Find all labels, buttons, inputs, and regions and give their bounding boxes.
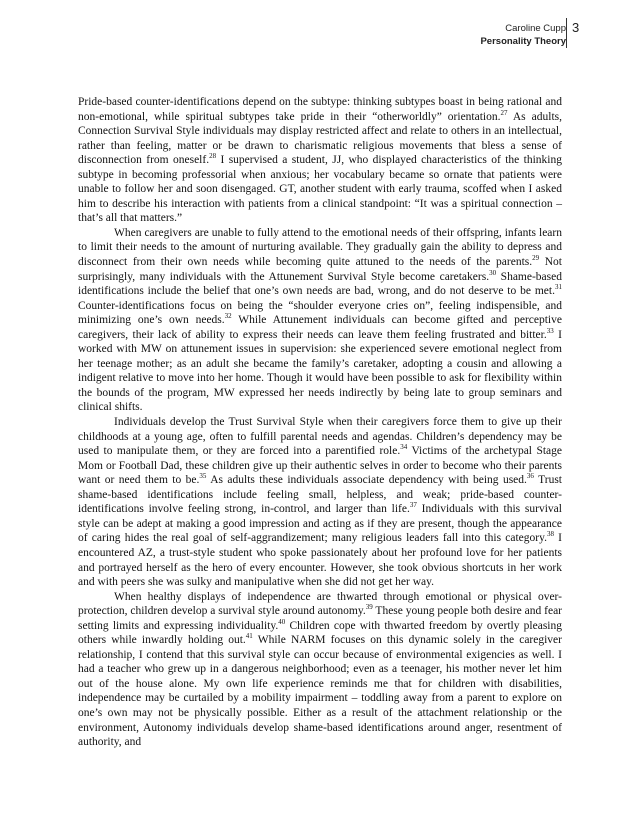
body-text <box>78 95 562 750</box>
footnote-ref: 41 <box>245 632 253 641</box>
footnote-ref: 28 <box>209 152 217 161</box>
text-segment: As adults these individuals associate dependency with being used. <box>206 474 527 487</box>
footnote-ref: 40 <box>278 617 286 626</box>
footnote-ref: 36 <box>526 472 534 481</box>
header-divider <box>566 18 567 48</box>
footnote-ref: 31 <box>555 283 562 292</box>
footnote-ref: 33 <box>546 326 554 335</box>
footnote-ref: 32 <box>224 312 232 321</box>
footnote-ref: 30 <box>489 268 497 277</box>
footnote-ref: 27 <box>500 108 508 117</box>
footnote-ref: 38 <box>546 530 554 539</box>
text-segment: As adults, Connection Survival Style individuals may display restricted affect and relate to others in an intellectual, rather than feeling, matter or be drawn to charismatic religious movements that bless a sense of disconnection from oneself. <box>78 110 562 167</box>
text-segment: Shame-based identifications include the belief that one’s own needs are bad, wrong, and do not deserve to be met. <box>78 270 562 298</box>
text-segment: These young people both desire and fear setting limits and expressing individuality. <box>78 605 563 632</box>
text-segment: While NARM focuses on this dynamic solely in the caregiver relationship, I contend that this survival style can occur because of environmental exigencies as well. I had a teacher who grew up in a dangerous neighborhood; even as a teenager, his mother never let him out of the house alone. My own life experience reminds me that for children with disabilities, independence may be curtailed by a mobility impairment – toddling away from a parent to explore on one’s own may not be physically possible. Either as a result of the attachment relationship or the environment, Autonomy individuals develop shame-based identifications around anger, resentment of authority, and <box>78 634 562 749</box>
header-title: Personality Theory <box>480 36 566 47</box>
paragraph <box>78 95 562 226</box>
footnote-ref: 37 <box>409 501 417 510</box>
text-segment: Individuals develop the Trust Survival Style when their caregivers force them to give up their childhoods at a young age, often to fulfill parental needs and agendas. Children’s dependency may be used to manipulate them, or they are forced into a parentified role. <box>78 416 562 458</box>
text-segment: When healthy displays of independence are thwarted through emotional or physical over-protection, children develop a survival style around autonomy. <box>78 590 562 618</box>
text-segment: Children cope with thwarted freedom by overtly pleasing others while inwardly holding out. <box>78 619 563 647</box>
footnote-ref: 29 <box>532 254 540 263</box>
text-segment: Individuals with this survival style can be adept at making a good impression and acting as if they are present, though the appearance of caring hides the real goal of self-aggrandizement; many religious leaders fall into this category. <box>78 503 562 545</box>
text-segment: When caregivers are unable to fully attend to the emotional needs of their offspring, infants learn to limit their needs to the amount of nurturing available. They gradually gain the ability to depress and disconnect from their own needs while becoming quite attuned to the needs of the parents. <box>78 226 562 269</box>
paragraph <box>78 415 562 590</box>
header-author: Caroline Cupp <box>505 23 566 34</box>
text-segment: While Attunement individuals can become gifted and perceptive caregivers, their lack of ability to express their needs can leave them feeling frustrated and bitter. <box>78 314 562 341</box>
text-segment: I supervised a student, JJ, who displayed characteristics of the thinking subtype in becoming professorial when anxious; her vocabulary became so ornate that patients were unable to follow her and soon disengaged. GT, another student with early trauma, scoffed when I asked him to describe his interaction with patients from a clinical standpoint: “It was a spiritual connection – that’s all that matters.” <box>78 154 562 225</box>
text-segment: I worked with MW on attunement issues in supervision: she experienced severe emotional neglect from her teenage mother; as an adult she became the family’s caretaker, adopting a cousin and allowing a indigent relative to move into her home. Though it would have been possible to ask for flexibility within the bounds of the program, MW expressed her needs indirectly by being late to group seminars and clinical shifts. <box>78 328 562 414</box>
text-segment: Not surprisingly, many individuals with the Attunement Survival Style become caretakers. <box>78 256 562 283</box>
paragraph <box>78 590 562 750</box>
text-segment: Victims of the archetypal Stage Mom or Football Dad, these children give up their authentic selves in order to become who their parents want or need them to be. <box>78 445 562 487</box>
text-segment: Counter-identifications focus on being the “shoulder everyone cries on”, feeling indispensible, and minimizing one’s own needs. <box>78 299 562 327</box>
text-segment: I encountered AZ, a trust-style student who spoke passionately about her profound love for her patients and portrayed herself as the hero of every encounter. However, she took obvious shortcuts in her work and with peers she was sulky and manipulative when she did not get her way. <box>78 532 562 589</box>
footnote-ref: 35 <box>199 472 207 481</box>
footnote-ref: 34 <box>400 443 408 452</box>
running-header <box>480 22 566 48</box>
paragraph <box>78 226 562 415</box>
page-number: 3 <box>572 20 580 35</box>
footnote-ref: 39 <box>365 603 373 612</box>
text-segment: Pride-based counter-identifications depend on the subtype: thinking subtypes boast in being rational and non-emotional, while spiritual subtypes take pride in their “otherworldly” orientation. <box>78 96 562 123</box>
text-segment: Trust shame-based identifications include feeling small, helpless, and weak; pride-based counter-identifications involve feeling strong, in-control, and larger than life. <box>78 474 562 516</box>
